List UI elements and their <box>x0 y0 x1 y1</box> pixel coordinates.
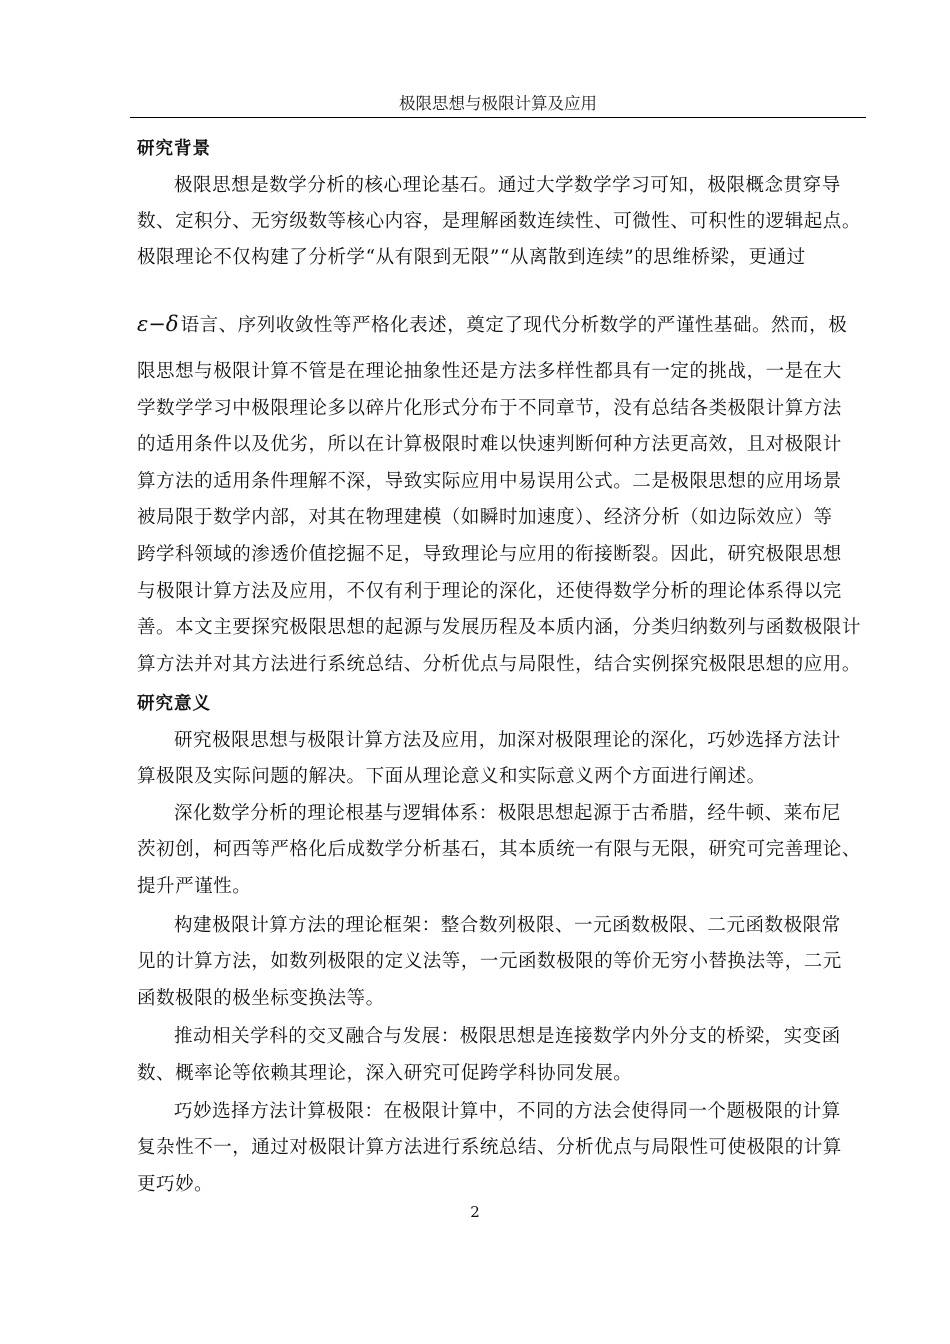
page-number: 2 <box>470 1203 480 1221</box>
paragraph-line: 极限理论不仅构建了分析学“从有限到无限”“从离散到连续”的思维桥梁，更通过 <box>137 247 806 268</box>
paragraph-line: 数、定积分、无穷级数等核心内容，是理解函数连续性、可微性、可积性的逻辑起点。 <box>137 211 861 232</box>
paragraph-line: 推动相关学科的交叉融合与发展：极限思想是连接数学内外分支的桥梁，实变函 <box>174 1026 841 1047</box>
paragraph-line: 算极限及实际问题的解决。下面从理论意义和实际意义两个方面进行阐述。 <box>137 766 766 787</box>
paragraph-line: 学数学学习中极限理论多以碎片化形式分布于不同章节，没有总结各类极限计算方法 <box>137 398 842 419</box>
paragraph-line: 算方法并对其方法进行系统总结、分析优点与局限性，结合实例探究极限思想的应用。 <box>137 654 861 675</box>
paragraph-line: 极限思想是数学分析的核心理论基石。通过大学数学学习可知，极限概念贯穿导 <box>174 175 841 196</box>
paragraph-line: 构建极限计算方法的理论框架：整合数列极限、一元函数极限、二元函数极限常 <box>174 915 841 936</box>
paragraph-line: 复杂性不一，通过对极限计算方法进行系统总结、分析优点与局限性可使极限的计算 <box>137 1137 842 1158</box>
running-header-title: 极限思想与极限计算及应用 <box>399 94 597 113</box>
paragraph-line: 数、概率论等依赖其理论，深入研究可促跨学科协同发展。 <box>137 1063 633 1084</box>
paragraph-line: 跨学科领域的渗透价值挖掘不足，导致理论与应用的衔接断裂。因此，研究极限思想 <box>137 544 842 565</box>
paragraph-line: 研究极限思想与极限计算方法及应用，加深对极限理论的深化，巧妙选择方法计 <box>174 730 841 751</box>
paragraph-line: 限思想与极限计算不管是在理论抽象性还是方法多样性都具有一定的挑战，一是在大 <box>137 361 842 382</box>
paragraph-line-with-formula <box>137 309 847 339</box>
paragraph-line-text: 语言、序列收敛性等严格化表述，奠定了现代分析数学的严谨性基础。然而，极 <box>180 315 848 336</box>
paragraph-line: 见的计算方法，如数列极限的定义法等，一元函数极限的等价无穷小替换法等，二元 <box>137 951 842 972</box>
paragraph-line: 的适用条件以及优劣，所以在计算极限时难以快速判断何种方法更高效，且对极限计 <box>137 434 842 455</box>
paragraph-line: 深化数学分析的理论根基与逻辑体系：极限思想起源于古希腊，经牛顿、莱布尼 <box>174 803 841 824</box>
section-heading-background: 研究背景 <box>137 139 211 159</box>
header-rule <box>130 117 866 118</box>
paragraph-line: 提升严谨性。 <box>137 876 252 897</box>
paragraph-line: 巧妙选择方法计算极限：在极限计算中，不同的方法会使得同一个题极限的计算 <box>174 1101 841 1122</box>
section-heading-significance: 研究意义 <box>137 694 211 714</box>
paragraph-line: 善。本文主要探究极限思想的起源与发展历程及本质内涵，分类归纳数列与函数极限计 <box>137 617 861 638</box>
paragraph-line: 算方法的适用条件理解不深，导致实际应用中易误用公式。二是极限思想的应用场景 <box>137 471 842 492</box>
paragraph-line: 被局限于数学内部，对其在物理建模（如瞬时加速度）、经济分析（如边际效应）等 <box>137 507 833 528</box>
paragraph-line: 与极限计算方法及应用，不仅有利于理论的深化，还使得数学分析的理论体系得以完 <box>137 581 842 602</box>
paragraph-line: 函数极限的极坐标变换法等。 <box>137 988 385 1009</box>
paragraph-line: 茨初创，柯西等严格化后成数学分析基石，其本质统一有限与无限，研究可完善理论、 <box>137 839 861 860</box>
epsilon-delta-formula: ε−δ <box>137 312 179 336</box>
paragraph-line: 更巧妙。 <box>137 1174 214 1195</box>
